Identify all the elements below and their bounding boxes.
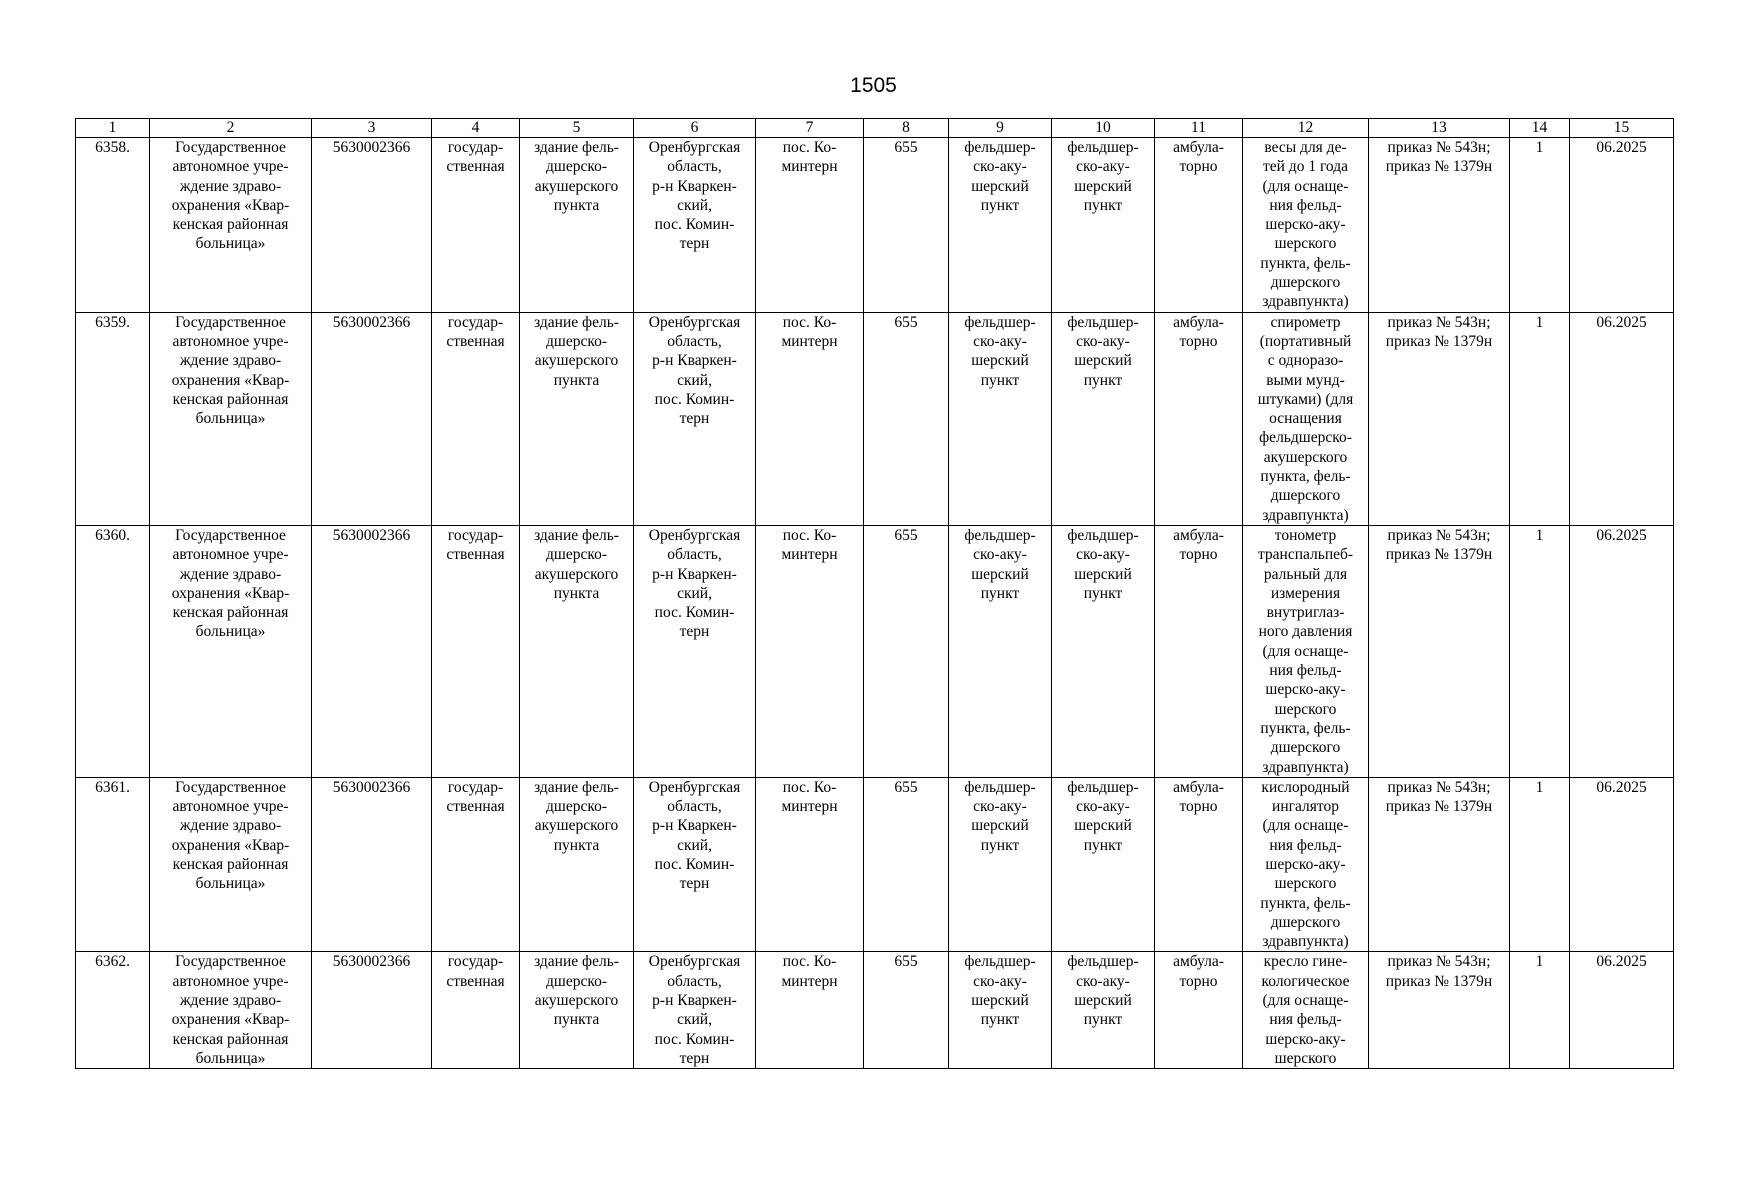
building-cell: здание фель- дшерско- акушерского пункта xyxy=(520,525,634,777)
settlement-cell: пос. Ко- минтерн xyxy=(756,138,864,313)
inn-cell: 5630002366 xyxy=(312,777,432,952)
row-number-cell: 6359. xyxy=(76,312,150,525)
care-form-cell: амбула- торно xyxy=(1155,525,1243,777)
registry-table xyxy=(75,118,1674,1069)
code-cell: 655 xyxy=(864,312,949,525)
inn-cell: 5630002366 xyxy=(312,952,432,1069)
address-cell: Оренбургская область, р-н Кваркен- ский, пос. Комин- терн xyxy=(634,525,756,777)
address-cell: Оренбургская область, р-н Кваркен- ский, пос. Комин- терн xyxy=(634,138,756,313)
address-cell: Оренбургская область, р-н Кваркен- ский, пос. Комин- терн xyxy=(634,312,756,525)
column-header: 12 xyxy=(1243,119,1369,138)
order-reference-cell: приказ № 543н; приказ № 1379н xyxy=(1369,525,1510,777)
column-header: 8 xyxy=(864,119,949,138)
care-form-cell: амбула- торно xyxy=(1155,952,1243,1069)
column-number-header-row xyxy=(76,119,1674,138)
table-row xyxy=(76,952,1674,1069)
facility-type-cell: фельдшер- ско-аку- шерский пункт xyxy=(949,138,1052,313)
code-cell: 655 xyxy=(864,952,949,1069)
settlement-cell: пос. Ко- минтерн xyxy=(756,312,864,525)
ownership-cell: государ- ственная xyxy=(432,525,520,777)
order-reference-cell: приказ № 543н; приказ № 1379н xyxy=(1369,312,1510,525)
row-number-cell: 6358. xyxy=(76,138,150,313)
order-reference-cell: приказ № 543н; приказ № 1379н xyxy=(1369,777,1510,952)
ownership-cell: государ- ственная xyxy=(432,138,520,313)
quantity-cell: 1 xyxy=(1510,312,1570,525)
column-header: 11 xyxy=(1155,119,1243,138)
organization-cell: Государственное автономное учре- ждение здраво- охранения «Квар- кенская районная больница» xyxy=(150,952,312,1069)
code-cell: 655 xyxy=(864,777,949,952)
settlement-cell: пос. Ко- минтерн xyxy=(756,952,864,1069)
ownership-cell: государ- ственная xyxy=(432,312,520,525)
column-header: 14 xyxy=(1510,119,1570,138)
facility-subtype-cell: фельдшер- ско-аку- шерский пункт xyxy=(1052,525,1155,777)
facility-subtype-cell: фельдшер- ско-аку- шерский пункт xyxy=(1052,312,1155,525)
column-header: 3 xyxy=(312,119,432,138)
equipment-cell: спирометр (портативный с одноразо- выми мунд- штуками) (для оснащения фельдшерско- акушерского пункта, фель- дшерского здравпункта) xyxy=(1243,312,1369,525)
code-cell: 655 xyxy=(864,138,949,313)
order-reference-cell: приказ № 543н; приказ № 1379н xyxy=(1369,952,1510,1069)
date-cell: 06.2025 xyxy=(1570,525,1674,777)
organization-cell: Государственное автономное учре- ждение здраво- охранения «Квар- кенская районная больница» xyxy=(150,777,312,952)
order-reference-cell: приказ № 543н; приказ № 1379н xyxy=(1369,138,1510,313)
column-header: 10 xyxy=(1052,119,1155,138)
facility-subtype-cell: фельдшер- ско-аку- шерский пункт xyxy=(1052,138,1155,313)
quantity-cell: 1 xyxy=(1510,138,1570,313)
equipment-cell: кислородный ингалятор (для оснаще- ния фельд- шерско-аку- шерского пункта, фель- дшерского здравпункта) xyxy=(1243,777,1369,952)
column-header: 6 xyxy=(634,119,756,138)
table-row xyxy=(76,138,1674,313)
settlement-cell: пос. Ко- минтерн xyxy=(756,777,864,952)
address-cell: Оренбургская область, р-н Кваркен- ский, пос. Комин- терн xyxy=(634,777,756,952)
building-cell: здание фель- дшерско- акушерского пункта xyxy=(520,952,634,1069)
row-number-cell: 6361. xyxy=(76,777,150,952)
ownership-cell: государ- ственная xyxy=(432,952,520,1069)
equipment-cell: весы для де- тей до 1 года (для оснаще- ния фельд- шерско-аку- шерского пункта, фель- дшерского здравпункта) xyxy=(1243,138,1369,313)
date-cell: 06.2025 xyxy=(1570,138,1674,313)
facility-subtype-cell: фельдшер- ско-аку- шерский пункт xyxy=(1052,777,1155,952)
organization-cell: Государственное автономное учре- ждение здраво- охранения «Квар- кенская районная больница» xyxy=(150,312,312,525)
ownership-cell: государ- ственная xyxy=(432,777,520,952)
table-row xyxy=(76,777,1674,952)
date-cell: 06.2025 xyxy=(1570,777,1674,952)
page-number: 1505 xyxy=(850,74,897,97)
facility-type-cell: фельдшер- ско-аку- шерский пункт xyxy=(949,777,1052,952)
building-cell: здание фель- дшерско- акушерского пункта xyxy=(520,777,634,952)
organization-cell: Государственное автономное учре- ждение здраво- охранения «Квар- кенская районная больница» xyxy=(150,525,312,777)
equipment-cell: кресло гине- кологическое (для оснаще- ния фельд- шерско-аку- шерского xyxy=(1243,952,1369,1069)
column-header: 1 xyxy=(76,119,150,138)
equipment-cell: тонометр транспальпеб- ральный для измерения внутриглаз- ного давления (для оснаще- ния фельд- шерско-аку- шерского пункта, фель- дшерского здравпункта) xyxy=(1243,525,1369,777)
table-row xyxy=(76,312,1674,525)
date-cell: 06.2025 xyxy=(1570,312,1674,525)
care-form-cell: амбула- торно xyxy=(1155,312,1243,525)
quantity-cell: 1 xyxy=(1510,952,1570,1069)
row-number-cell: 6360. xyxy=(76,525,150,777)
column-header: 15 xyxy=(1570,119,1674,138)
column-header: 2 xyxy=(150,119,312,138)
facility-type-cell: фельдшер- ско-аку- шерский пункт xyxy=(949,952,1052,1069)
column-header: 5 xyxy=(520,119,634,138)
facility-subtype-cell: фельдшер- ско-аку- шерский пункт xyxy=(1052,952,1155,1069)
row-number-cell: 6362. xyxy=(76,952,150,1069)
facility-type-cell: фельдшер- ско-аку- шерский пункт xyxy=(949,525,1052,777)
inn-cell: 5630002366 xyxy=(312,525,432,777)
inn-cell: 5630002366 xyxy=(312,312,432,525)
organization-cell: Государственное автономное учре- ждение здраво- охранения «Квар- кенская районная больница» xyxy=(150,138,312,313)
column-header: 9 xyxy=(949,119,1052,138)
quantity-cell: 1 xyxy=(1510,525,1570,777)
column-header: 13 xyxy=(1369,119,1510,138)
inn-cell: 5630002366 xyxy=(312,138,432,313)
table-row xyxy=(76,525,1674,777)
date-cell: 06.2025 xyxy=(1570,952,1674,1069)
building-cell: здание фель- дшерско- акушерского пункта xyxy=(520,312,634,525)
building-cell: здание фель- дшерско- акушерского пункта xyxy=(520,138,634,313)
code-cell: 655 xyxy=(864,525,949,777)
care-form-cell: амбула- торно xyxy=(1155,138,1243,313)
settlement-cell: пос. Ко- минтерн xyxy=(756,525,864,777)
care-form-cell: амбула- торно xyxy=(1155,777,1243,952)
address-cell: Оренбургская область, р-н Кваркен- ский, пос. Комин- терн xyxy=(634,952,756,1069)
quantity-cell: 1 xyxy=(1510,777,1570,952)
column-header: 4 xyxy=(432,119,520,138)
facility-type-cell: фельдшер- ско-аку- шерский пункт xyxy=(949,312,1052,525)
column-header: 7 xyxy=(756,119,864,138)
